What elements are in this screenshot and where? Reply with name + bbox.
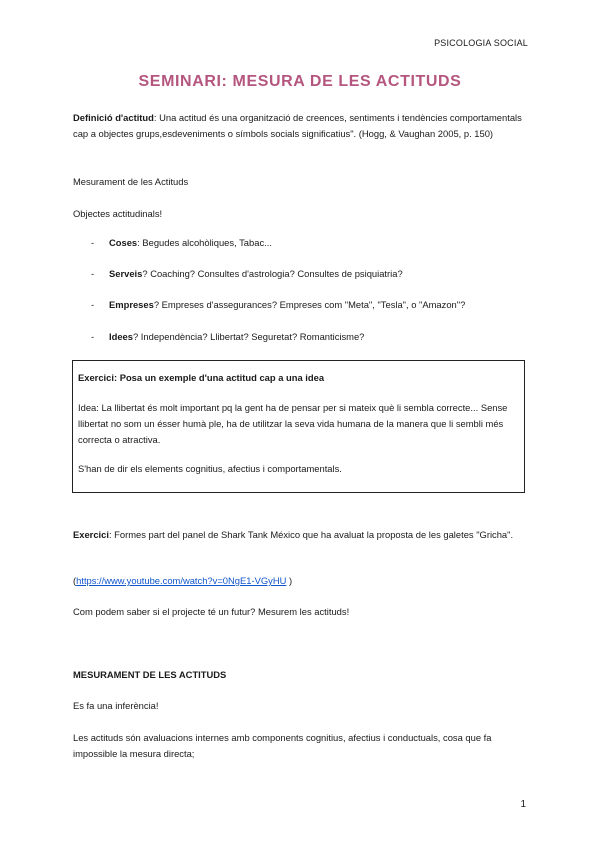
exercise2-text: : Formes part del panel de Shark Tank México que ha avaluat la proposta de les galetes "Gricha". (108, 529, 514, 540)
definition-label: Definició d'actitud (73, 112, 154, 123)
measurement-heading: Mesurament de les Actituds (73, 176, 189, 187)
link-open-paren: ( (73, 575, 77, 586)
inference-paragraph: Es fa una inferència! (73, 700, 159, 711)
link-close-paren: ) (286, 575, 293, 586)
bullet-dash: - (91, 237, 95, 248)
bullet-dash: - (91, 299, 95, 310)
bullet-label: Serveis (109, 268, 143, 279)
bullet-dash: - (91, 331, 95, 342)
exercise2-label: Exercici (73, 529, 109, 540)
page-title: SEMINARI: MESURA DE LES ACTITUDS (138, 73, 462, 90)
definition-text: : Una actitud és una organització de creences, sentiments i tendències comportamentals cap a objectes grups,esdeveniments o símbols socials significatius". (Hogg, & Vaughan 2005, p. 150) (73, 112, 522, 139)
bullet-label: Idees (109, 331, 133, 342)
running-header: PSICOLOGIA SOCIAL (434, 38, 528, 48)
bullet-text: ? Empreses d'assegurances? Empreses com "Meta", "Tesla", o "Amazon"? (153, 299, 466, 310)
exercise-box-title: Exercici: Posa un exemple d'una actitud cap a una idea (78, 372, 325, 383)
exercise-box-note: S'han de dir els elements cognitius, afectius i comportamentals. (78, 463, 342, 474)
bullet-text: ? Coaching? Consultes d'astrologia? Consultes de psiquiatria? (142, 268, 403, 279)
bullet-label: Coses (109, 237, 138, 248)
bullet-text: ? Independència? Llibertat? Seguretat? Romanticisme? (132, 331, 365, 342)
youtube-link[interactable]: https://www.youtube.com/watch?v=0NgE1-VGyHU (76, 575, 287, 586)
bullet-text: : Begudes alcohòliques, Tabac... (137, 237, 272, 248)
exercise2-paragraph (73, 527, 531, 543)
section-heading: MESURAMENT DE LES ACTITUDS (73, 669, 227, 680)
question-paragraph: Com podem saber si el projecte té un futur? Mesurem les actituds! (73, 606, 350, 617)
video-link-line (73, 573, 531, 589)
bullet-dash: - (91, 268, 95, 279)
page-number: 1 (520, 799, 526, 810)
closing-paragraph: Les actituds són avaluacions internes amb components cognitius, afectius i conductuals, cosa que fa impossible la mesura directa; (73, 732, 492, 759)
bullet-label: Empreses (109, 299, 154, 310)
exercise-box (72, 360, 525, 493)
objects-heading: Objectes actitudinals! (73, 208, 163, 219)
definition-paragraph (73, 110, 531, 142)
exercise-box-answer: Idea: La llibertat és molt important pq la gent ha de pensar per si mateix què li sembla correcte... Sense llibertat no som un ésser humà ple, ha de utilitzar la seva vida humana de la manera que li sembli més correcta o atractiva. (78, 402, 508, 445)
